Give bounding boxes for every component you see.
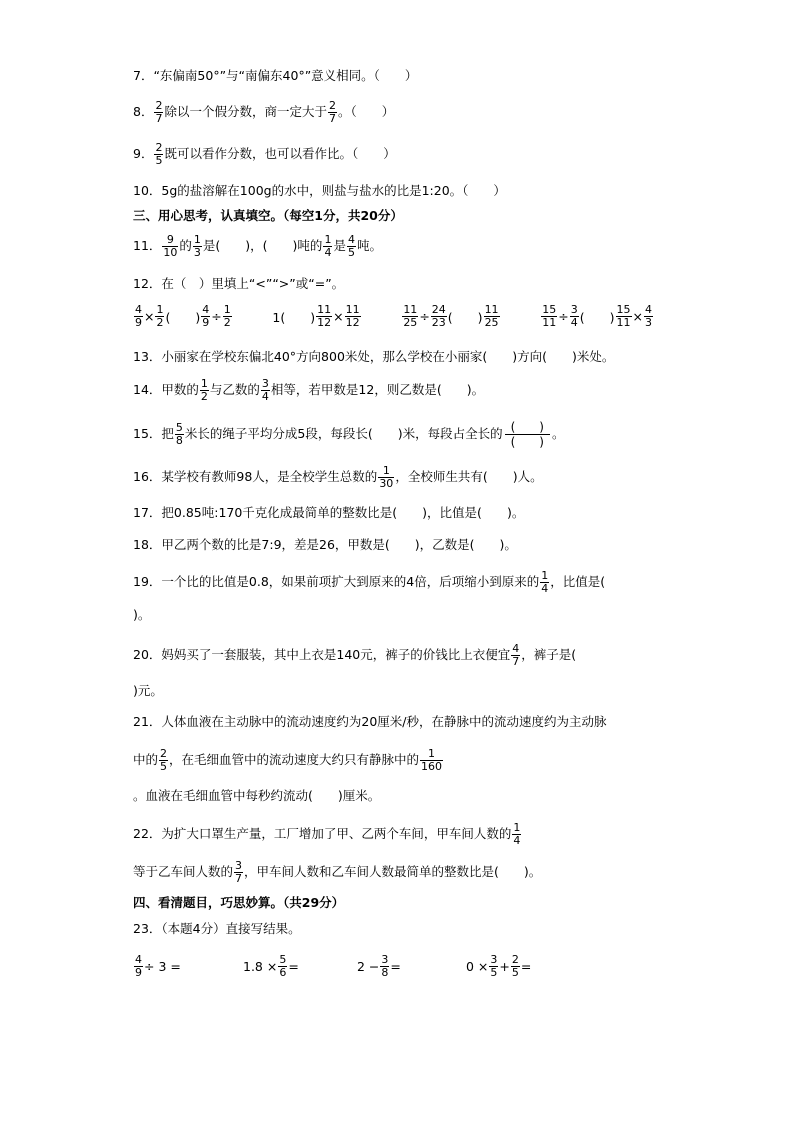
expression-2: 1.8 × $\frac{5}{6}$ = — [243, 953, 299, 979]
answer-blank[interactable]: ( ) — [447, 309, 483, 325]
expression-1: $\frac{4}{9}$ ÷ 3 = — [135, 953, 181, 979]
fraction: $\frac{1}{160}$ — [421, 747, 443, 773]
q9-number: 9． — [133, 146, 154, 161]
question-21-line2: 中的 $\frac{2}{5}$ ，在毛细血管中的流动速度大约只有静脉中的 $\frac{1}{160}$ — [133, 747, 443, 773]
question-22-line2: 等于乙车间人数的 $\frac{3}{7}$ ，甲车间人数和乙车间人数最简单的整数比是( )。 — [133, 859, 542, 885]
answer-blank[interactable]: 1( ) — [272, 309, 316, 325]
question-17: 17．把0.85吨:170千克化成最简单的整数比是( )，比值是( )。 — [133, 505, 525, 520]
q8-text: 除以一个假分数，商一定大于 — [164, 104, 327, 119]
fraction: $\frac{4}{5}$ — [347, 233, 355, 259]
fraction: $\frac{2}{7}$ — [328, 99, 336, 125]
question-23: 23．（本题4分）直接写结果。 — [133, 921, 301, 936]
question-8 — [133, 100, 394, 125]
fraction: $\frac{5}{8}$ — [175, 421, 183, 447]
fraction: $\frac{2}{5}$ — [155, 141, 163, 167]
question-10: 10．5g的盐溶解在100g的水中，则盐与盐水的比是1:20。（ ） — [133, 183, 506, 198]
fraction: $\frac{1}{3}$ — [193, 233, 201, 259]
question-16: 16．某学校有教师98人，是全校学生总数的 $\frac{1}{30}$ ，全校师生共有( )人。 — [133, 464, 543, 490]
question-15: 15．把 $\frac{5}{8}$ 米长的绳子平均分成5段，每段长( )米，每段占全长的 $\frac{( )}{( )}$ 。 — [133, 420, 565, 449]
question-20-cont: )元。 — [133, 683, 163, 698]
fraction: $\frac{1}{30}$ — [379, 464, 394, 490]
question-13: 13．小丽家在学校东偏北40°方向800米处，那么学校在小丽家( )方向( )米处。 — [133, 349, 615, 364]
q23-expressions — [133, 954, 553, 986]
compare-item-1: $\frac{4}{9}$ × $\frac{1}{2}$ ( ) $\frac{4}{9}$ ÷ $\frac{1}{2}$ — [135, 303, 231, 329]
compare-item-4: $\frac{15}{11}$ ÷ $\frac{3}{4}$ ( ) $\frac{15}{11}$ × $\frac{4}{3}$ — [542, 303, 652, 329]
section-3-heading: 三、用心思考，认真填空。（每空1分，共20分） — [133, 208, 403, 223]
expression-3: 2 − $\frac{3}{8}$ = — [357, 953, 401, 979]
question-21-line3: 。血液在毛细血管中每秒约流动( )厘米。 — [133, 788, 381, 803]
section-4-heading: 四、看清题目，巧思妙算。（共29分） — [133, 895, 345, 910]
question-20: 20．妈妈买了一套服装，其中上衣是140元，裤子的价钱比上衣便宜 $\frac{4}{7}$ ，裤子是( — [133, 642, 577, 668]
compare-item-3: $\frac{11}{25}$ ÷ $\frac{24}{23}$ ( ) $\frac{11}{25}$ — [403, 303, 499, 329]
question-19: 19．一个比的比值是0.8，如果前项扩大到原来的4倍，后项缩小到原来的 $\frac{1}{4}$ ，比值是( — [133, 569, 606, 595]
fraction: $\frac{1}{4}$ — [513, 821, 521, 847]
question-19-cont: )。 — [133, 607, 151, 622]
question-21: 21．人体血液在主动脉中的流动速度约为20厘米/秒，在静脉中的流动速度约为主动脉 — [133, 714, 607, 729]
fraction: $\frac{4}{7}$ — [512, 642, 520, 668]
question-9 — [133, 142, 396, 167]
fraction: $\frac{2}{7}$ — [155, 99, 163, 125]
fraction: $\frac{1}{2}$ — [200, 377, 208, 403]
question-11: 11． $\frac{9}{10}$ 的 $\frac{1}{3}$ 是( )，( )吨的 $\frac{1}{4}$ 是 $\frac{4}{5}$ 吨。 — [133, 233, 382, 259]
question-12: 12．在（ ）里填上“<”“>”或“=”。 — [133, 276, 345, 291]
answer-fraction-blank[interactable]: $\frac{( )}{( )}$ — [505, 420, 550, 449]
question-18: 18．甲乙两个数的比是7:9，差是26，甲数是( )，乙数是( )。 — [133, 537, 517, 552]
q12-comparison-row — [133, 304, 654, 329]
fraction: $\frac{1}{4}$ — [541, 569, 549, 595]
fraction: $\frac{1}{4}$ — [324, 233, 332, 259]
q8-number: 8． — [133, 104, 154, 119]
fraction: $\frac{2}{5}$ — [160, 747, 168, 773]
q8-blank: 。（ ） — [337, 104, 395, 119]
answer-blank[interactable]: ( ) — [579, 309, 615, 325]
expression-4: 0 × $\frac{3}{5}$ + $\frac{2}{5}$ = — [466, 953, 532, 979]
fraction: $\frac{3}{7}$ — [235, 859, 243, 885]
fraction: $\frac{9}{10}$ — [163, 233, 178, 259]
question-14: 14．甲数的 $\frac{1}{2}$ 与乙数的 $\frac{3}{4}$ 相等，若甲数是12，则乙数是( )。 — [133, 377, 485, 403]
question-22: 22．为扩大口罩生产量，工厂增加了甲、乙两个车间，甲车间人数的 $\frac{1}{4}$ — [133, 821, 521, 847]
answer-blank[interactable]: ( ) — [165, 309, 201, 325]
q9-text: 既可以看作分数，也可以看作比。（ ） — [164, 146, 396, 161]
question-7: 7．“东偏南50°”与“南偏东40°”意义相同。（ ） — [133, 68, 418, 83]
compare-item-2: 1( ) $\frac{11}{12}$ × $\frac{11}{12}$ — [272, 303, 360, 329]
fraction: $\frac{3}{4}$ — [261, 377, 269, 403]
